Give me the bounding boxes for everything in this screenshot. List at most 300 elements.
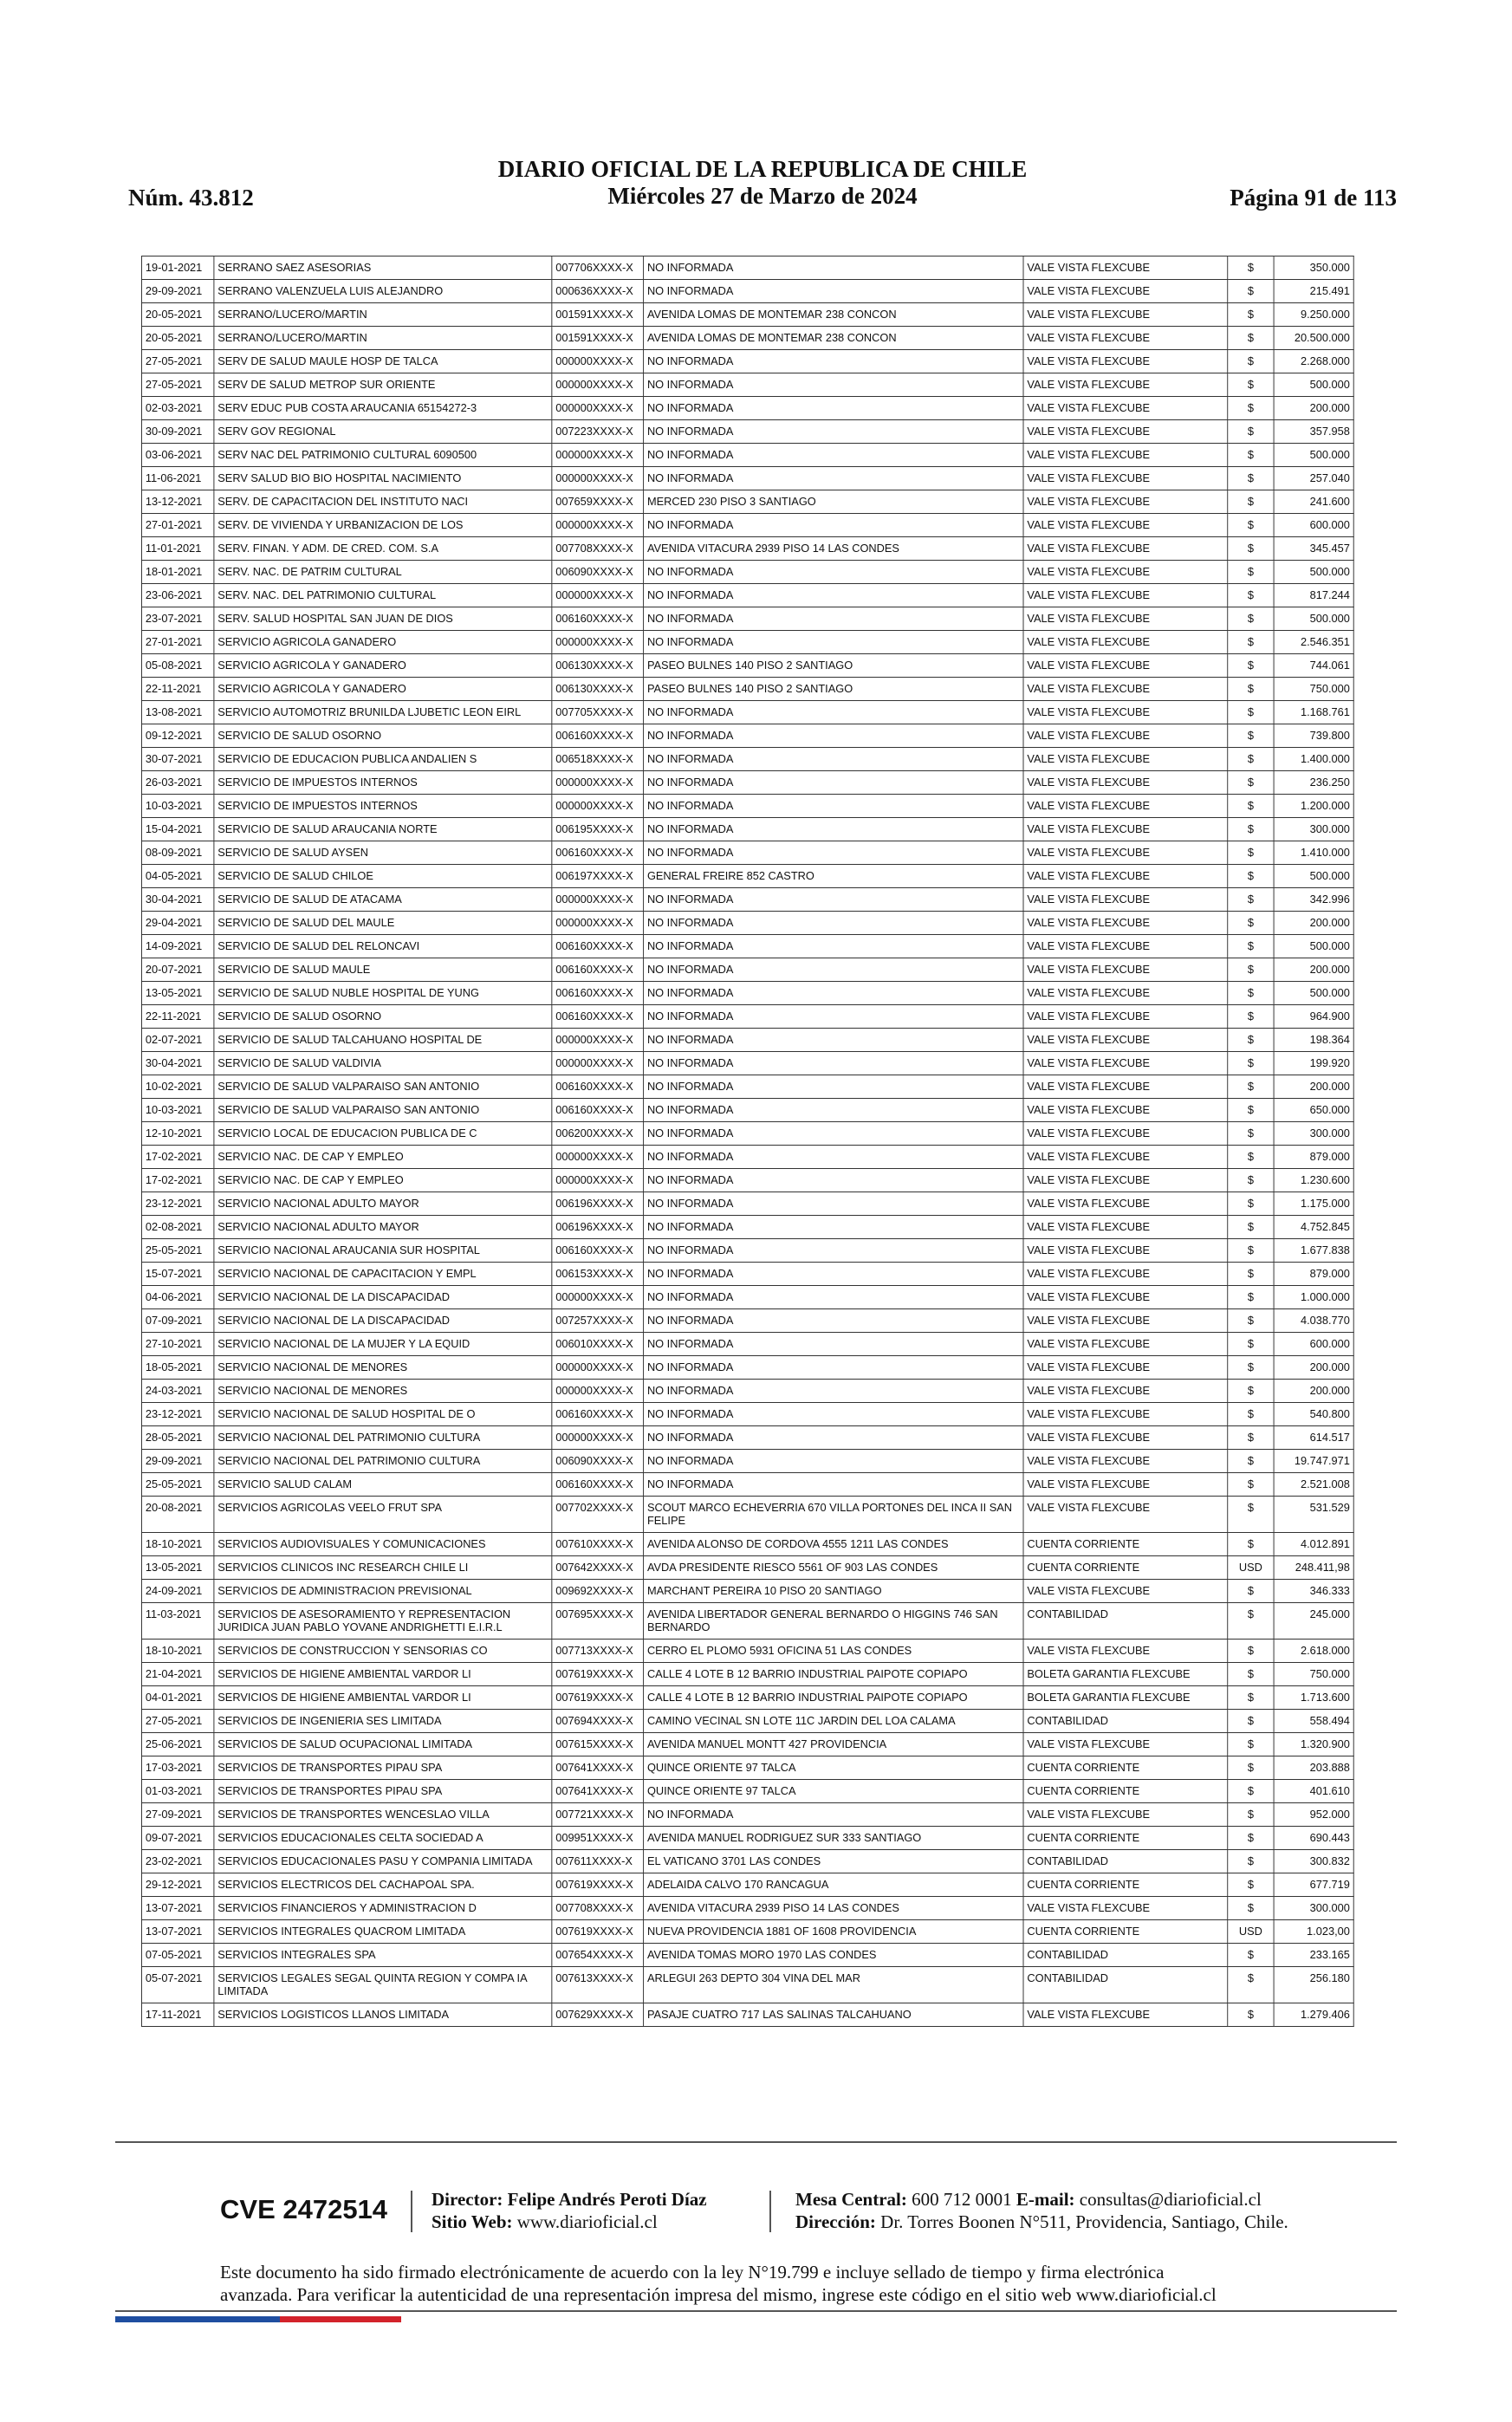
address-cell: AVENIDA VITACURA 2939 PISO 14 LAS CONDES	[644, 1897, 1023, 1920]
date-cell: 27-01-2021	[141, 514, 213, 537]
name-cell: SERVICIO DE SALUD ARAUCANIA NORTE	[214, 818, 552, 841]
amount-cell: 1.677.838	[1274, 1239, 1353, 1263]
date-cell: 23-12-2021	[141, 1192, 213, 1216]
currency-cell: $	[1228, 1603, 1274, 1640]
director-name: Felipe Andrés Peroti Díaz	[507, 2189, 707, 2210]
name-cell: SERVICIO AGRICOLA GANADERO	[214, 631, 552, 654]
address-cell: AVENIDA LOMAS DE MONTEMAR 238 CONCON	[644, 327, 1023, 350]
legal-notice	[220, 2261, 1295, 2306]
name-cell: SERVICIO SALUD CALAM	[214, 1473, 552, 1497]
name-cell: SERVICIOS DE SALUD OCUPACIONAL LIMITADA	[214, 1733, 552, 1756]
name-cell: SERVICIOS DE ASESORAMIENTO Y REPRESENTACION JURIDICA JUAN PABLO YOVANE ANDRIGHETTI E.I.R.L	[214, 1603, 552, 1640]
product-cell: VALE VISTA FLEXCUBE	[1023, 1146, 1228, 1169]
rut-cell: 007705XXXX-X	[552, 701, 644, 724]
date-cell: 28-05-2021	[141, 1426, 213, 1450]
product-cell: VALE VISTA FLEXCUBE	[1023, 280, 1228, 303]
amount-cell: 500.000	[1274, 444, 1353, 467]
date-cell: 30-04-2021	[141, 888, 213, 912]
date-cell: 14-09-2021	[141, 935, 213, 958]
table-row	[141, 1309, 1353, 1333]
currency-cell: $	[1228, 654, 1274, 678]
currency-cell: $	[1228, 1450, 1274, 1473]
address-cell: NO INFORMADA	[644, 1075, 1023, 1099]
table-row	[141, 1640, 1353, 1663]
currency-cell: $	[1228, 678, 1274, 701]
table-row	[141, 865, 1353, 888]
address-cell: NO INFORMADA	[644, 1122, 1023, 1146]
product-cell: VALE VISTA FLEXCUBE	[1023, 584, 1228, 607]
table-row	[141, 1239, 1353, 1263]
name-cell: SERVICIO DE SALUD VALDIVIA	[214, 1052, 552, 1075]
name-cell: SERV GOV REGIONAL	[214, 420, 552, 444]
product-cell: VALE VISTA FLEXCUBE	[1023, 303, 1228, 327]
date-cell: 20-05-2021	[141, 303, 213, 327]
date-cell: 09-07-2021	[141, 1827, 213, 1850]
address-cell: AVENIDA LIBERTADOR GENERAL BERNARDO O HIGGINS 746 SAN BERNARDO	[644, 1603, 1023, 1640]
currency-cell: $	[1228, 1380, 1274, 1403]
table-row	[141, 701, 1353, 724]
table-row	[141, 256, 1353, 280]
table-row	[141, 1356, 1353, 1380]
name-cell: SERVICIOS DE TRANSPORTES PIPAU SPA	[214, 1780, 552, 1803]
amount-cell: 19.747.971	[1274, 1450, 1353, 1473]
amount-cell: 300.000	[1274, 818, 1353, 841]
address-cell: NO INFORMADA	[644, 467, 1023, 490]
name-cell: SERV NAC DEL PATRIMONIO CULTURAL 6090500	[214, 444, 552, 467]
currency-cell: $	[1228, 327, 1274, 350]
rut-cell: 007619XXXX-X	[552, 1920, 644, 1944]
product-cell: VALE VISTA FLEXCUBE	[1023, 631, 1228, 654]
footer-divider	[769, 2191, 771, 2232]
amount-cell: 1.023,00	[1274, 1920, 1353, 1944]
name-cell: SERVICIO NAC. DE CAP Y EMPLEO	[214, 1169, 552, 1192]
rut-cell: 000000XXXX-X	[552, 771, 644, 795]
table-row	[141, 1473, 1353, 1497]
date-cell: 09-12-2021	[141, 724, 213, 748]
date-cell: 12-10-2021	[141, 1122, 213, 1146]
name-cell: SERRANO VALENZUELA LUIS ALEJANDRO	[214, 280, 552, 303]
amount-cell: 198.364	[1274, 1029, 1353, 1052]
address-cell: NO INFORMADA	[644, 748, 1023, 771]
name-cell: SERVICIO NACIONAL DE MENORES	[214, 1380, 552, 1403]
date-cell: 11-06-2021	[141, 467, 213, 490]
currency-cell: $	[1228, 1733, 1274, 1756]
legal-line-2: avanzada. Para verificar la autenticidad de una representación impresa del mismo, ingrese este código en el sitio web www.diarioficial.cl	[220, 2284, 1217, 2305]
records-table	[141, 256, 1354, 2027]
product-cell: CUENTA CORRIENTE	[1023, 1533, 1228, 1556]
product-cell: VALE VISTA FLEXCUBE	[1023, 256, 1228, 280]
name-cell: SERVICIO NACIONAL DEL PATRIMONIO CULTURA	[214, 1426, 552, 1450]
footer-director-block	[432, 2188, 707, 2233]
table-row	[141, 1380, 1353, 1403]
address-cell: PASEO BULNES 140 PISO 2 SANTIAGO	[644, 654, 1023, 678]
product-cell: CUENTA CORRIENTE	[1023, 1873, 1228, 1897]
currency-cell: $	[1228, 607, 1274, 631]
currency-cell: $	[1228, 1580, 1274, 1603]
date-cell: 02-03-2021	[141, 397, 213, 420]
product-cell: VALE VISTA FLEXCUBE	[1023, 607, 1228, 631]
rut-cell: 006518XXXX-X	[552, 748, 644, 771]
address-cell: NO INFORMADA	[644, 420, 1023, 444]
product-cell: CUENTA CORRIENTE	[1023, 1827, 1228, 1850]
rut-cell: 000000XXXX-X	[552, 795, 644, 818]
date-cell: 13-05-2021	[141, 1556, 213, 1580]
address-cell: NO INFORMADA	[644, 631, 1023, 654]
footer-top-rule	[115, 2141, 1397, 2143]
rut-cell: 007708XXXX-X	[552, 537, 644, 561]
amount-cell: 300.832	[1274, 1850, 1353, 1873]
amount-cell: 1.410.000	[1274, 841, 1353, 865]
rut-cell: 000000XXXX-X	[552, 373, 644, 397]
address-cell: NO INFORMADA	[644, 1263, 1023, 1286]
rut-cell: 000000XXXX-X	[552, 1146, 644, 1169]
amount-cell: 817.244	[1274, 584, 1353, 607]
page-header	[128, 156, 1397, 217]
product-cell: VALE VISTA FLEXCUBE	[1023, 1380, 1228, 1403]
name-cell: SERVICIO DE SALUD VALPARAISO SAN ANTONIO	[214, 1099, 552, 1122]
name-cell: SERVICIOS LEGALES SEGAL QUINTA REGION Y COMPA IA LIMITADA	[214, 1967, 552, 2003]
name-cell: SERVICIOS DE ADMINISTRACION PREVISIONAL	[214, 1580, 552, 1603]
rut-cell: 007613XXXX-X	[552, 1967, 644, 2003]
table-row	[141, 1099, 1353, 1122]
address-value: Dr. Torres Boonen N°511, Providencia, Santiago, Chile.	[880, 2211, 1288, 2232]
amount-cell: 248.411,98	[1274, 1556, 1353, 1580]
currency-cell: $	[1228, 701, 1274, 724]
rut-cell: 000000XXXX-X	[552, 1029, 644, 1052]
name-cell: SERVICIOS INTEGRALES SPA	[214, 1944, 552, 1967]
currency-cell: $	[1228, 1803, 1274, 1827]
director-label: Director:	[432, 2189, 503, 2210]
currency-cell: $	[1228, 303, 1274, 327]
currency-cell: $	[1228, 467, 1274, 490]
rut-cell: 006160XXXX-X	[552, 1239, 644, 1263]
amount-cell: 500.000	[1274, 607, 1353, 631]
amount-cell: 241.600	[1274, 490, 1353, 514]
name-cell: SERV. FINAN. Y ADM. DE CRED. COM. S.A	[214, 537, 552, 561]
rut-cell: 007642XXXX-X	[552, 1556, 644, 1580]
address-cell: AVENIDA TOMAS MORO 1970 LAS CONDES	[644, 1944, 1023, 1967]
table-row	[141, 935, 1353, 958]
currency-cell: $	[1228, 373, 1274, 397]
amount-cell: 256.180	[1274, 1967, 1353, 2003]
name-cell: SERVICIOS LOGISTICOS LLANOS LIMITADA	[214, 2003, 552, 2027]
currency-cell: $	[1228, 1309, 1274, 1333]
product-cell: VALE VISTA FLEXCUBE	[1023, 1192, 1228, 1216]
name-cell: SERV. DE VIVIENDA Y URBANIZACION DE LOS	[214, 514, 552, 537]
currency-cell: $	[1228, 1944, 1274, 1967]
currency-cell: $	[1228, 1192, 1274, 1216]
date-cell: 29-09-2021	[141, 280, 213, 303]
name-cell: SERVICIOS FINANCIEROS Y ADMINISTRACION D	[214, 1897, 552, 1920]
rut-cell: 000000XXXX-X	[552, 584, 644, 607]
amount-cell: 650.000	[1274, 1099, 1353, 1122]
address-label: Dirección:	[795, 2211, 876, 2232]
currency-cell: $	[1228, 1075, 1274, 1099]
name-cell: SERV. NAC. DE PATRIM CULTURAL	[214, 561, 552, 584]
rut-cell: 000000XXXX-X	[552, 912, 644, 935]
amount-cell: 345.457	[1274, 537, 1353, 561]
date-cell: 24-09-2021	[141, 1580, 213, 1603]
address-cell: NO INFORMADA	[644, 1473, 1023, 1497]
date-cell: 11-03-2021	[141, 1603, 213, 1640]
table-row	[141, 1710, 1353, 1733]
name-cell: SERVICIO NACIONAL DE LA MUJER Y LA EQUID	[214, 1333, 552, 1356]
currency-cell: $	[1228, 584, 1274, 607]
currency-cell: $	[1228, 1286, 1274, 1309]
currency-cell: $	[1228, 1099, 1274, 1122]
rut-cell: 006200XXXX-X	[552, 1122, 644, 1146]
currency-cell: $	[1228, 1029, 1274, 1052]
amount-cell: 952.000	[1274, 1803, 1353, 1827]
chile-flag-stripe	[115, 2316, 401, 2322]
rut-cell: 006090XXXX-X	[552, 1450, 644, 1473]
name-cell: SERV. DE CAPACITACION DEL INSTITUTO NACI	[214, 490, 552, 514]
date-cell: 27-05-2021	[141, 350, 213, 373]
product-cell: VALE VISTA FLEXCUBE	[1023, 1169, 1228, 1192]
amount-cell: 346.333	[1274, 1580, 1353, 1603]
address-cell: NO INFORMADA	[644, 1286, 1023, 1309]
address-cell: NO INFORMADA	[644, 771, 1023, 795]
rut-cell: 007629XXXX-X	[552, 2003, 644, 2027]
currency-cell: $	[1228, 631, 1274, 654]
table-row	[141, 1944, 1353, 1967]
address-cell: NO INFORMADA	[644, 373, 1023, 397]
address-cell: NO INFORMADA	[644, 350, 1023, 373]
name-cell: SERV. NAC. DEL PATRIMONIO CULTURAL	[214, 584, 552, 607]
table-row	[141, 350, 1353, 373]
rut-cell: 000000XXXX-X	[552, 1356, 644, 1380]
currency-cell: $	[1228, 2003, 1274, 2027]
name-cell: SERVICIO AUTOMOTRIZ BRUNILDA LJUBETIC LEON EIRL	[214, 701, 552, 724]
product-cell: VALE VISTA FLEXCUBE	[1023, 888, 1228, 912]
name-cell: SERVICIO DE SALUD DE ATACAMA	[214, 888, 552, 912]
name-cell: SERVICIOS EDUCACIONALES PASU Y COMPANIA LIMITADA	[214, 1850, 552, 1873]
address-cell: NO INFORMADA	[644, 795, 1023, 818]
name-cell: SERRANO SAEZ ASESORIAS	[214, 256, 552, 280]
date-cell: 19-01-2021	[141, 256, 213, 280]
table-row	[141, 1286, 1353, 1309]
date-cell: 27-09-2021	[141, 1803, 213, 1827]
table-row	[141, 1029, 1353, 1052]
currency-cell: $	[1228, 958, 1274, 982]
table-row	[141, 1663, 1353, 1686]
product-cell: VALE VISTA FLEXCUBE	[1023, 1216, 1228, 1239]
rut-cell: 006160XXXX-X	[552, 1075, 644, 1099]
address-cell: NO INFORMADA	[644, 561, 1023, 584]
amount-cell: 600.000	[1274, 1333, 1353, 1356]
table-row	[141, 1803, 1353, 1827]
currency-cell: $	[1228, 982, 1274, 1005]
amount-cell: 1.175.000	[1274, 1192, 1353, 1216]
date-cell: 08-09-2021	[141, 841, 213, 865]
table-row	[141, 1263, 1353, 1286]
table-row	[141, 818, 1353, 841]
name-cell: SERVICIO DE IMPUESTOS INTERNOS	[214, 771, 552, 795]
name-cell: SERVICIO DE SALUD VALPARAISO SAN ANTONIO	[214, 1075, 552, 1099]
rut-cell: 006160XXXX-X	[552, 935, 644, 958]
product-cell: VALE VISTA FLEXCUBE	[1023, 397, 1228, 420]
table-row	[141, 771, 1353, 795]
table-row	[141, 678, 1353, 701]
rut-cell: 007659XXXX-X	[552, 490, 644, 514]
name-cell: SERV. SALUD HOSPITAL SAN JUAN DE DIOS	[214, 607, 552, 631]
rut-cell: 006196XXXX-X	[552, 1192, 644, 1216]
product-cell: VALE VISTA FLEXCUBE	[1023, 1005, 1228, 1029]
address-cell: NO INFORMADA	[644, 724, 1023, 748]
table-row	[141, 1556, 1353, 1580]
product-cell: VALE VISTA FLEXCUBE	[1023, 1286, 1228, 1309]
rut-cell: 007713XXXX-X	[552, 1640, 644, 1663]
rut-cell: 007708XXXX-X	[552, 1897, 644, 1920]
rut-cell: 007619XXXX-X	[552, 1873, 644, 1897]
publication-date: Miércoles 27 de Marzo de 2024	[607, 183, 918, 209]
table-row	[141, 2003, 1353, 2027]
date-cell: 23-12-2021	[141, 1403, 213, 1426]
address-cell: NO INFORMADA	[644, 841, 1023, 865]
amount-cell: 233.165	[1274, 1944, 1353, 1967]
amount-cell: 342.996	[1274, 888, 1353, 912]
amount-cell: 2.546.351	[1274, 631, 1353, 654]
address-cell: NO INFORMADA	[644, 1029, 1023, 1052]
currency-cell: $	[1228, 256, 1274, 280]
table-row	[141, 1146, 1353, 1169]
name-cell: SERVICIO DE SALUD MAULE	[214, 958, 552, 982]
name-cell: SERVICIO NACIONAL DEL PATRIMONIO CULTURA	[214, 1450, 552, 1473]
address-cell: PASAJE CUATRO 717 LAS SALINAS TALCAHUANO	[644, 2003, 1023, 2027]
name-cell: SERVICIO NACIONAL ADULTO MAYOR	[214, 1216, 552, 1239]
name-cell: SERVICIO AGRICOLA Y GANADERO	[214, 654, 552, 678]
table-row	[141, 1005, 1353, 1029]
amount-cell: 744.061	[1274, 654, 1353, 678]
table-row	[141, 1873, 1353, 1897]
table-row	[141, 514, 1353, 537]
date-cell: 27-05-2021	[141, 373, 213, 397]
address-cell: MERCED 230 PISO 3 SANTIAGO	[644, 490, 1023, 514]
rut-cell: 007702XXXX-X	[552, 1497, 644, 1533]
amount-cell: 200.000	[1274, 958, 1353, 982]
rut-cell: 007611XXXX-X	[552, 1850, 644, 1873]
table-row	[141, 1497, 1353, 1533]
currency-cell: $	[1228, 561, 1274, 584]
table-row	[141, 982, 1353, 1005]
amount-cell: 750.000	[1274, 678, 1353, 701]
date-cell: 18-05-2021	[141, 1356, 213, 1380]
product-cell: VALE VISTA FLEXCUBE	[1023, 1333, 1228, 1356]
name-cell: SERVICIO NAC. DE CAP Y EMPLEO	[214, 1146, 552, 1169]
amount-cell: 1.230.600	[1274, 1169, 1353, 1192]
table-row	[141, 1850, 1353, 1873]
address-cell: NO INFORMADA	[644, 701, 1023, 724]
table-row	[141, 280, 1353, 303]
name-cell: SERVICIOS EDUCACIONALES CELTA SOCIEDAD A	[214, 1827, 552, 1850]
date-cell: 02-07-2021	[141, 1029, 213, 1052]
amount-cell: 1.168.761	[1274, 701, 1353, 724]
date-cell: 05-07-2021	[141, 1967, 213, 2003]
date-cell: 30-07-2021	[141, 748, 213, 771]
website-link[interactable]: www.diarioficial.cl	[516, 2211, 658, 2232]
amount-cell: 500.000	[1274, 561, 1353, 584]
rut-cell: 006153XXXX-X	[552, 1263, 644, 1286]
table-row	[141, 1052, 1353, 1075]
table-row	[141, 1827, 1353, 1850]
address-cell: CALLE 4 LOTE B 12 BARRIO INDUSTRIAL PAIPOTE COPIAPO	[644, 1663, 1023, 1686]
date-cell: 05-08-2021	[141, 654, 213, 678]
address-cell: NO INFORMADA	[644, 1380, 1023, 1403]
name-cell: SERVICIO DE SALUD CHILOE	[214, 865, 552, 888]
product-cell: VALE VISTA FLEXCUBE	[1023, 818, 1228, 841]
amount-cell: 1.200.000	[1274, 795, 1353, 818]
currency-cell: $	[1228, 514, 1274, 537]
date-cell: 20-07-2021	[141, 958, 213, 982]
masthead	[128, 156, 1397, 210]
currency-cell: USD	[1228, 1556, 1274, 1580]
product-cell: VALE VISTA FLEXCUBE	[1023, 1052, 1228, 1075]
address-cell: NO INFORMADA	[644, 1216, 1023, 1239]
amount-cell: 200.000	[1274, 397, 1353, 420]
name-cell: SERV EDUC PUB COSTA ARAUCANIA 65154272-3	[214, 397, 552, 420]
currency-cell: $	[1228, 1333, 1274, 1356]
table-row	[141, 1756, 1353, 1780]
rut-cell: 001591XXXX-X	[552, 303, 644, 327]
amount-cell: 614.517	[1274, 1426, 1353, 1450]
date-cell: 10-02-2021	[141, 1075, 213, 1099]
currency-cell: $	[1228, 841, 1274, 865]
table-row	[141, 1403, 1353, 1426]
table-row	[141, 1580, 1353, 1603]
email-link[interactable]: consultas@diarioficial.cl	[1079, 2189, 1262, 2210]
rut-cell: 000000XXXX-X	[552, 1380, 644, 1403]
address-cell: NO INFORMADA	[644, 818, 1023, 841]
rut-cell: 000000XXXX-X	[552, 397, 644, 420]
amount-cell: 964.900	[1274, 1005, 1353, 1029]
table-row	[141, 654, 1353, 678]
address-cell: NO INFORMADA	[644, 584, 1023, 607]
product-cell: CONTABILIDAD	[1023, 1944, 1228, 1967]
table-row	[141, 303, 1353, 327]
product-cell: VALE VISTA FLEXCUBE	[1023, 795, 1228, 818]
date-cell: 25-05-2021	[141, 1473, 213, 1497]
address-cell: NO INFORMADA	[644, 958, 1023, 982]
amount-cell: 257.040	[1274, 467, 1353, 490]
product-cell: VALE VISTA FLEXCUBE	[1023, 1733, 1228, 1756]
currency-cell: $	[1228, 1897, 1274, 1920]
email-label: E-mail:	[1016, 2189, 1075, 2210]
product-cell: VALE VISTA FLEXCUBE	[1023, 1426, 1228, 1450]
rut-cell: 007695XXXX-X	[552, 1603, 644, 1640]
date-cell: 13-08-2021	[141, 701, 213, 724]
rut-cell: 000000XXXX-X	[552, 350, 644, 373]
name-cell: SERV DE SALUD MAULE HOSP DE TALCA	[214, 350, 552, 373]
rut-cell: 007619XXXX-X	[552, 1663, 644, 1686]
product-cell: VALE VISTA FLEXCUBE	[1023, 935, 1228, 958]
product-cell: BOLETA GARANTIA FLEXCUBE	[1023, 1686, 1228, 1710]
date-cell: 22-11-2021	[141, 678, 213, 701]
amount-cell: 4.038.770	[1274, 1309, 1353, 1333]
amount-cell: 2.521.008	[1274, 1473, 1353, 1497]
rut-cell: 007610XXXX-X	[552, 1533, 644, 1556]
product-cell: VALE VISTA FLEXCUBE	[1023, 748, 1228, 771]
name-cell: SERVICIOS AGRICOLAS VEELO FRUT SPA	[214, 1497, 552, 1533]
rut-cell: 006010XXXX-X	[552, 1333, 644, 1356]
address-cell: QUINCE ORIENTE 97 TALCA	[644, 1756, 1023, 1780]
rut-cell: 000000XXXX-X	[552, 1426, 644, 1450]
table-row	[141, 1216, 1353, 1239]
product-cell: VALE VISTA FLEXCUBE	[1023, 467, 1228, 490]
amount-cell: 739.800	[1274, 724, 1353, 748]
name-cell: SERVICIO NACIONAL DE SALUD HOSPITAL DE O	[214, 1403, 552, 1426]
name-cell: SERVICIOS ELECTRICOS DEL CACHAPOAL SPA.	[214, 1873, 552, 1897]
address-cell: NO INFORMADA	[644, 444, 1023, 467]
